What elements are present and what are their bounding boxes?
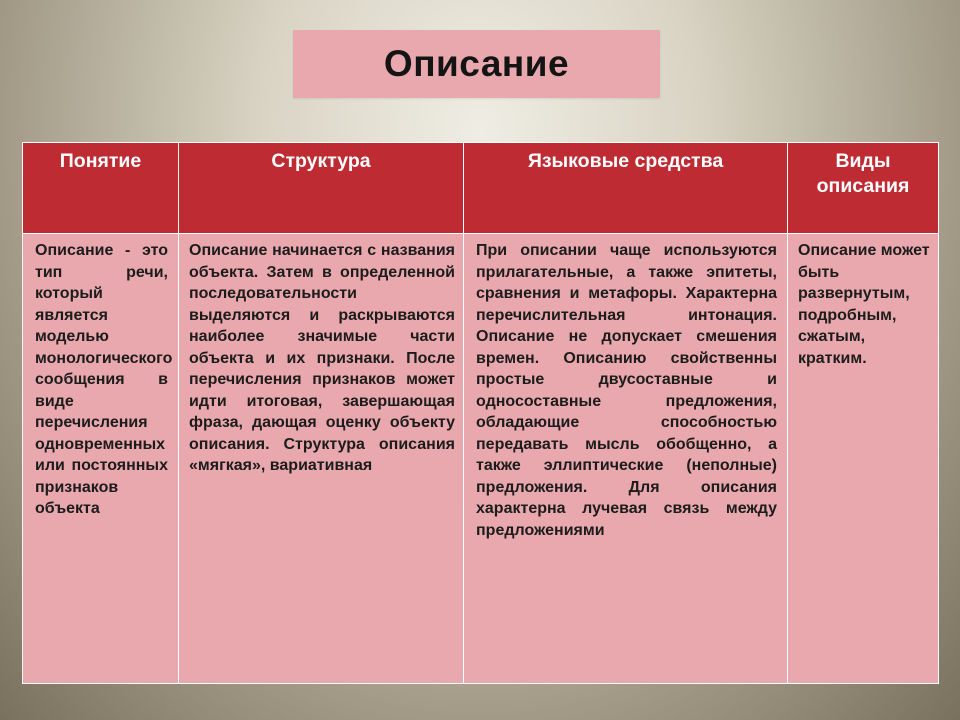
title-banner (293, 30, 660, 98)
cell-description-types: Описание может быть развернутым, подробным, сжатым, кратким. (788, 234, 939, 684)
description-table (22, 142, 939, 684)
header-description-types: Виды описания (788, 143, 939, 234)
cell-language-means: При описании чаще используются прилагательные, а также эпитеты, сравнения и метафоры. Характерна перечислительная интонация. Описание не допускает смешения времен. Описанию свойственны простые двусоставные и односоставные предложения, обладающие способностью передавать мысль обобщенно, а также эллиптические (неполные) предложения. Для описания характерна лучевая связь между предложениями (464, 234, 788, 684)
header-language-means: Языковые средства (464, 143, 788, 234)
table-header-row (23, 143, 939, 234)
header-structure: Структура (179, 143, 464, 234)
table-row (23, 234, 939, 684)
cell-concept: Описание - это тип речи, который является моделью монологического сообщения в виде перечисления одновременных или постоянных признаков объекта (23, 234, 179, 684)
cell-structure: Описание начинается с названия объекта. Затем в определенной последовательности выделяются и раскрываются наиболее значимые части объекта и их признаки. После перечисления признаков может идти итоговая, завершающая фраза, дающая оценку объекту описания. Структура описания «мягкая», вариативная (179, 234, 464, 684)
slide-title: Описание (383, 43, 570, 84)
header-concept: Понятие (23, 143, 179, 234)
